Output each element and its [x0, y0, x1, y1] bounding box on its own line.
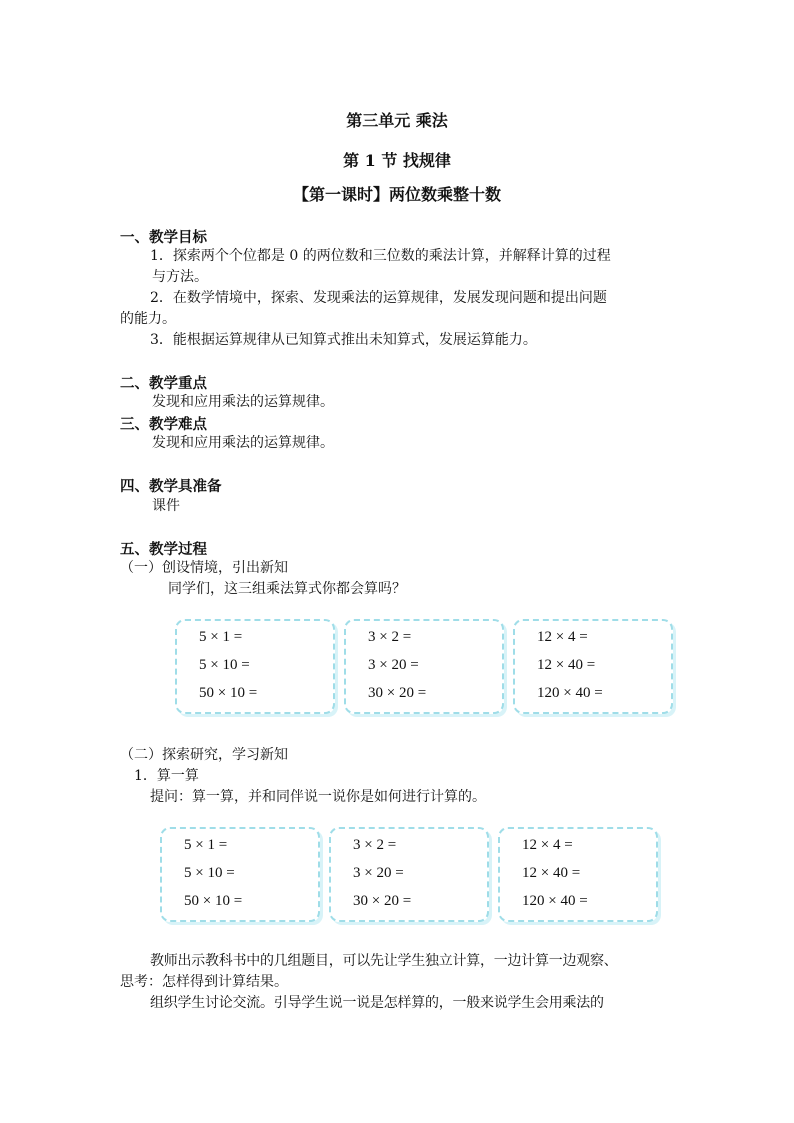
- materials-heading: 四、教学具准备: [120, 478, 222, 495]
- equation-card: [175, 619, 335, 714]
- section-title: 第 1 节 找规律: [343, 151, 451, 170]
- key-points-text: 发现和应用乘法的运算规律。: [152, 394, 334, 410]
- goal-1-line-2: 与方法。: [152, 269, 208, 285]
- key-points-heading: 二、教学重点: [120, 375, 207, 392]
- equation: 120 × 40 =: [537, 685, 603, 701]
- lesson-title: 【第一课时】两位数乘整十数: [292, 185, 501, 204]
- step-1-prompt: 提问：算一算，并和同伴说一说你是如何进行计算的。: [150, 789, 486, 805]
- difficulties-heading: 三、教学难点: [120, 416, 207, 433]
- equation: 120 × 40 =: [522, 893, 588, 909]
- goal-2-line-2: 的能力。: [120, 311, 176, 327]
- equation-card: [498, 827, 658, 922]
- equation-card: [160, 827, 320, 922]
- equation: 12 × 4 =: [537, 629, 588, 645]
- difficulties-text: 发现和应用乘法的运算规律。: [152, 435, 334, 451]
- equation: 3 × 20 =: [353, 865, 404, 881]
- process-part-1: （一）创设情境，引出新知: [120, 560, 288, 576]
- equation: 3 × 20 =: [368, 657, 419, 673]
- goals-heading: 一、教学目标: [120, 229, 207, 246]
- equation-card: [513, 619, 673, 714]
- step-1: 1．算一算: [134, 768, 199, 784]
- equation: 3 × 2 =: [353, 837, 397, 853]
- equation: 12 × 4 =: [522, 837, 573, 853]
- paragraph-1-line-1: 教师出示教科书中的几组题目，可以先让学生独立计算，一边计算一边观察、: [150, 953, 618, 969]
- equation: 30 × 20 =: [353, 893, 412, 909]
- materials-text: 课件: [152, 498, 180, 514]
- process-heading: 五、教学过程: [120, 541, 207, 558]
- process-part-2: （二）探索研究，学习新知: [120, 747, 288, 763]
- equation: 5 × 1 =: [184, 837, 228, 853]
- equation-card: [329, 827, 489, 922]
- equation: 12 × 40 =: [522, 865, 581, 881]
- equation: 30 × 20 =: [368, 685, 427, 701]
- unit-title: 第三单元 乘法: [346, 111, 448, 130]
- goal-2-line-1: 2．在数学情境中，探索、发现乘法的运算规律，发展发现问题和提出问题: [150, 290, 607, 306]
- paragraph-1-line-2: 思考：怎样得到计算结果。: [120, 974, 288, 990]
- equation: 5 × 10 =: [184, 865, 235, 881]
- process-part-1-question: 同学们，这三组乘法算式你都会算吗？: [168, 581, 406, 597]
- equation: 5 × 10 =: [199, 657, 250, 673]
- equation: 12 × 40 =: [537, 657, 596, 673]
- equation: 50 × 10 =: [199, 685, 258, 701]
- goal-1-line-1: 1．探索两个个位都是 0 的两位数和三位数的乘法计算，并解释计算的过程: [150, 248, 611, 264]
- equation: 3 × 2 =: [368, 629, 412, 645]
- paragraph-2: 组织学生讨论交流。引导学生说一说是怎样算的，一般来说学生会用乘法的: [150, 995, 604, 1011]
- goal-3: 3．能根据运算规律从已知算式推出未知算式，发展运算能力。: [150, 332, 537, 348]
- equation: 5 × 1 =: [199, 629, 243, 645]
- equation: 50 × 10 =: [184, 893, 243, 909]
- equation-card: [344, 619, 504, 714]
